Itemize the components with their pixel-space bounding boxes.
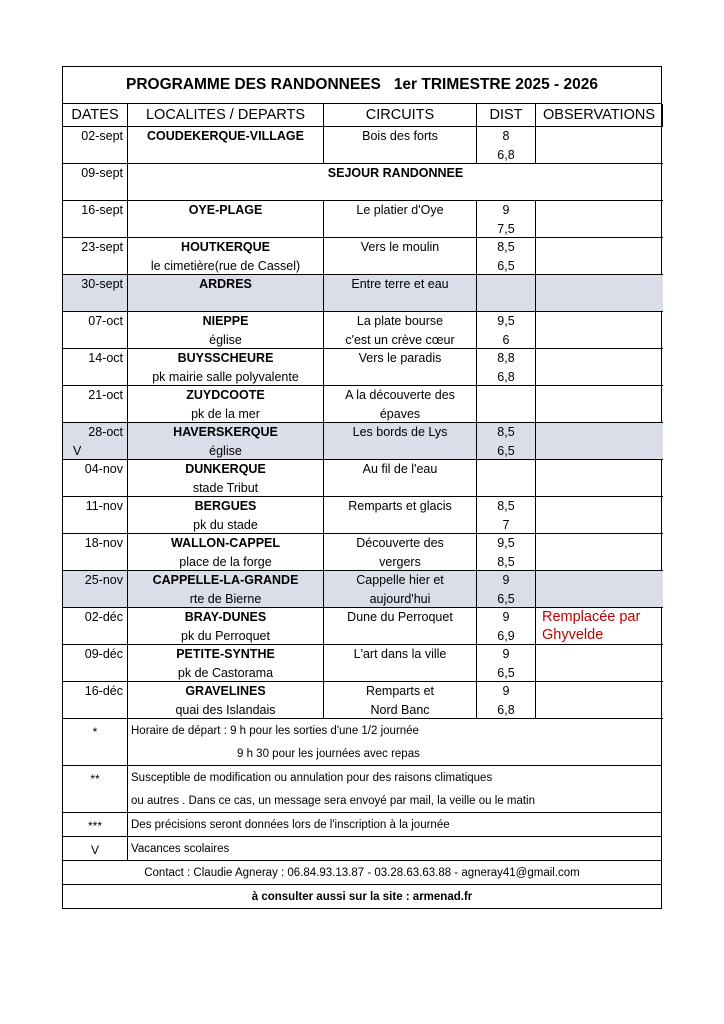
contact-line: Contact : Claudie Agneray : 06.84.93.13.87 - 03.28.63.63.88 - agneray41@gmail.com: [62, 861, 662, 885]
departure-point: stade Tribut: [192, 480, 259, 495]
circuit-cell: [324, 645, 477, 682]
circuit-cell: [324, 460, 477, 497]
date-value: 23-sept: [81, 240, 123, 254]
location-cell: [128, 534, 324, 571]
location-name: NIEPPE: [202, 314, 249, 328]
date-value: 18-nov: [84, 536, 123, 550]
location-name: OYE-PLAGE: [188, 203, 263, 217]
note-text: [128, 766, 663, 812]
observation-cell: [536, 275, 663, 312]
circuit-cell: [324, 312, 477, 349]
merged-cell: [128, 164, 663, 201]
date-value: 07-oct: [88, 314, 123, 328]
circuit-cell: [324, 571, 477, 608]
observation-cell: [536, 201, 663, 238]
distance-1: 8,8: [497, 351, 515, 365]
distance-cell: [477, 275, 536, 312]
header-circuits: CIRCUITS: [324, 104, 477, 127]
distance-cell: [477, 349, 536, 386]
circuit-line-1: Le platier d'Oye: [356, 203, 444, 217]
schedule-table: [62, 104, 662, 719]
circuit-line-2: c'est un crève cœur: [345, 332, 455, 347]
observation-cell: [536, 127, 663, 164]
circuit-line-1: Vers le paradis: [358, 351, 442, 365]
location-cell: [128, 423, 324, 460]
location-cell: [128, 460, 324, 497]
circuit-cell: [324, 534, 477, 571]
date-cell: [63, 534, 128, 571]
location-name: DUNKERQUE: [185, 462, 266, 476]
distance-2: 6,8: [497, 147, 515, 162]
date-value: 11-nov: [85, 499, 123, 513]
circuit-line-1: Cappelle hier et: [356, 573, 444, 587]
observation-cell: [536, 645, 663, 682]
departure-point: église: [209, 332, 242, 347]
date-value: 16-sept: [81, 203, 123, 217]
location-cell: [128, 571, 324, 608]
date-value: 25-nov: [84, 573, 123, 587]
observation-cell: [536, 238, 663, 275]
distance-1: 8: [502, 129, 510, 143]
circuit-line-2: Nord Banc: [370, 702, 430, 717]
circuit-line-1: Bois des forts: [362, 129, 438, 143]
location-cell: [128, 682, 324, 719]
distance-2: 7,5: [497, 221, 515, 236]
location-cell: [128, 645, 324, 682]
distance-2: 6,5: [497, 665, 515, 680]
observation-cell: [536, 423, 663, 460]
location-name: PETITE-SYNTHE: [176, 647, 275, 661]
note-row: [63, 837, 661, 861]
circuit-cell: [324, 349, 477, 386]
date-value: 09-sept: [81, 166, 123, 180]
distance-cell: [477, 645, 536, 682]
distance-cell: [477, 312, 536, 349]
departure-point: pk de Castorama: [177, 665, 274, 680]
circuit-cell: [324, 275, 477, 312]
distance-2: 7: [502, 517, 510, 532]
note-line: Des précisions seront données lors de l'inscription à la journée: [131, 818, 450, 831]
note-line: Vacances scolaires: [131, 842, 230, 855]
distance-cell: [477, 201, 536, 238]
location-cell: [128, 127, 324, 164]
note-line: 9 h 30 pour les journées avec repas: [237, 747, 420, 760]
location-cell: [128, 238, 324, 275]
distance-1: 8,5: [497, 240, 515, 254]
date-value: 04-nov: [84, 462, 123, 476]
location-cell: [128, 312, 324, 349]
distance-2: 6,9: [497, 628, 515, 643]
date-cell: [63, 238, 128, 275]
circuit-line-1: La plate bourse: [356, 314, 444, 328]
date-cell: [63, 460, 128, 497]
circuit-line-1: Entre terre et eau: [351, 277, 449, 291]
location-cell: [128, 349, 324, 386]
location-cell: [128, 497, 324, 534]
distance-cell: [477, 497, 536, 534]
observation-cell: [536, 312, 663, 349]
circuit-line-1: Découverte des: [356, 536, 444, 550]
circuit-line-1: Vers le moulin: [360, 240, 440, 254]
observation-cell: [536, 534, 663, 571]
date-cell: [63, 127, 128, 164]
location-name: WALLON-CAPPEL: [170, 536, 281, 550]
departure-point: le cimetière(rue de Cassel): [150, 258, 301, 273]
circuit-cell: [324, 238, 477, 275]
circuit-cell: [324, 608, 477, 645]
date-cell: [63, 571, 128, 608]
note-line: Susceptible de modification ou annulation pour des raisons climatiques: [131, 771, 493, 784]
note-row: [63, 719, 661, 766]
location-name: BERGUES: [194, 499, 257, 513]
note-text: [128, 837, 663, 860]
note-text: [128, 719, 663, 765]
departure-point: pk mairie salle polyvalente: [152, 369, 299, 384]
distance-2: 6,8: [497, 702, 515, 717]
location-cell: [128, 386, 324, 423]
distance-1: 8,5: [497, 425, 515, 439]
distance-cell: [477, 423, 536, 460]
circuit-line-1: L'art dans la ville: [353, 647, 447, 661]
notes-section: [62, 719, 662, 861]
distance-cell: [477, 534, 536, 571]
note-line: Horaire de départ : 9 h pour les sorties d'une 1/2 journée: [131, 724, 419, 737]
circuit-cell: [324, 127, 477, 164]
observation-cell: [536, 682, 663, 719]
circuit-line-1: Au fil de l'eau: [362, 462, 438, 476]
note-text: [128, 813, 663, 836]
distance-1: 9,5: [497, 314, 515, 328]
location-cell: [128, 608, 324, 645]
distance-1: 9: [502, 647, 510, 661]
distance-cell: [477, 238, 536, 275]
departure-point: pk du stade: [193, 517, 258, 532]
observation-line-1: Remplacée par: [542, 609, 641, 625]
departure-point: église: [209, 443, 242, 458]
circuit-cell: [324, 497, 477, 534]
location-cell: [128, 201, 324, 238]
date-value: 02-sept: [81, 129, 123, 143]
distance-1: 9: [502, 573, 510, 587]
distance-2: 6,5: [497, 258, 515, 273]
location-name: CAPPELLE-LA-GRANDE: [152, 573, 299, 587]
date-cell: [63, 275, 128, 312]
distance-cell: [477, 460, 536, 497]
note-row: [63, 766, 661, 813]
circuit-line-1: Les bords de Lys: [352, 425, 448, 439]
observation-cell: [536, 497, 663, 534]
circuit-line-1: Dune du Perroquet: [347, 610, 453, 624]
observation-cell: [536, 571, 663, 608]
header-dates: DATES: [63, 104, 128, 127]
observation-cell: [536, 460, 663, 497]
distance-cell: [477, 571, 536, 608]
date-cell: [63, 164, 128, 201]
circuit-line-1: Remparts et: [365, 684, 435, 698]
note-line: ou autres . Dans ce cas, un message sera envoyé par mail, la veille ou le matin: [131, 794, 535, 807]
observation-cell: [536, 349, 663, 386]
location-name: HOUTKERQUE: [181, 240, 270, 254]
distance-cell: [477, 386, 536, 423]
location-name: GRAVELINES: [185, 684, 266, 698]
date-cell: [63, 312, 128, 349]
observation-line-2: Ghyvelde: [542, 627, 604, 643]
date-cell: [63, 201, 128, 238]
departure-point: rte de Bierne: [189, 591, 262, 606]
circuit-line-1: Remparts et glacis: [348, 499, 452, 513]
date-cell: [63, 349, 128, 386]
location-name: BUYSSCHEURE: [177, 351, 274, 365]
date-value: 21-oct: [88, 388, 123, 402]
note-symbol: **: [63, 766, 128, 812]
header-localites: LOCALITES / DEPARTS: [128, 104, 324, 127]
location-name: HAVERSKERQUE: [173, 425, 278, 439]
note-symbol: V: [63, 837, 128, 860]
website-line: à consulter aussi sur la site : armenad.fr: [62, 885, 662, 909]
distance-cell: [477, 608, 536, 645]
distance-2: 6,5: [497, 443, 515, 458]
distance-1: 9: [502, 684, 510, 698]
date-value: 30-sept: [81, 277, 123, 291]
departure-point: pk de la mer: [191, 406, 260, 421]
departure-point: place de la forge: [179, 554, 272, 569]
circuit-cell: [324, 201, 477, 238]
distance-2: 6,8: [497, 369, 515, 384]
vacation-marker: V: [73, 443, 82, 458]
circuit-cell: [324, 423, 477, 460]
note-symbol: *: [63, 719, 128, 765]
distance-cell: [477, 127, 536, 164]
circuit-cell: [324, 682, 477, 719]
circuit-cell: [324, 386, 477, 423]
circuit-line-2: aujourd'hui: [369, 591, 431, 606]
departure-point: quai des Islandais: [175, 702, 276, 717]
date-cell: [63, 497, 128, 534]
date-value: 14-oct: [88, 351, 123, 365]
date-cell: [63, 682, 128, 719]
location-name: BRAY-DUNES: [184, 610, 267, 624]
date-cell: [63, 423, 128, 460]
distance-1: 9: [502, 203, 510, 217]
circuit-line-2: vergers: [379, 554, 421, 569]
note-symbol: ***: [63, 813, 128, 836]
date-value: 28-oct: [88, 425, 123, 439]
distance-1: 8,5: [497, 499, 515, 513]
merged-text: SEJOUR RANDONNEE: [327, 166, 464, 180]
date-cell: [63, 386, 128, 423]
observation-cell: [536, 386, 663, 423]
date-value: 02-déc: [84, 610, 123, 624]
distance-2: 6,5: [497, 591, 515, 606]
programme-sheet: [62, 66, 662, 909]
date-value: 09-déc: [84, 647, 123, 661]
date-value: 16-déc: [84, 684, 123, 698]
observation-cell: [536, 608, 663, 645]
location-name: ZUYDCOOTE: [186, 388, 265, 402]
distance-1: 9,5: [497, 536, 515, 550]
circuit-line-2: épaves: [379, 406, 421, 421]
distance-1: 9: [502, 610, 510, 624]
header-dist: DIST: [477, 104, 536, 127]
note-row: [63, 813, 661, 837]
departure-point: pk du Perroquet: [181, 628, 270, 643]
circuit-line-1: A la découverte des: [345, 388, 455, 402]
distance-cell: [477, 682, 536, 719]
location-name: COUDEKERQUE-VILLAGE: [147, 129, 304, 143]
location-cell: [128, 275, 324, 312]
header-observations: OBSERVATIONS: [536, 104, 663, 127]
date-cell: [63, 645, 128, 682]
date-cell: [63, 608, 128, 645]
distance-2: 6: [502, 332, 510, 347]
distance-2: 8,5: [497, 554, 515, 569]
page-title: PROGRAMME DES RANDONNEES 1er TRIMESTRE 2025 - 2026: [62, 66, 662, 104]
location-name: ARDRES: [199, 277, 252, 291]
